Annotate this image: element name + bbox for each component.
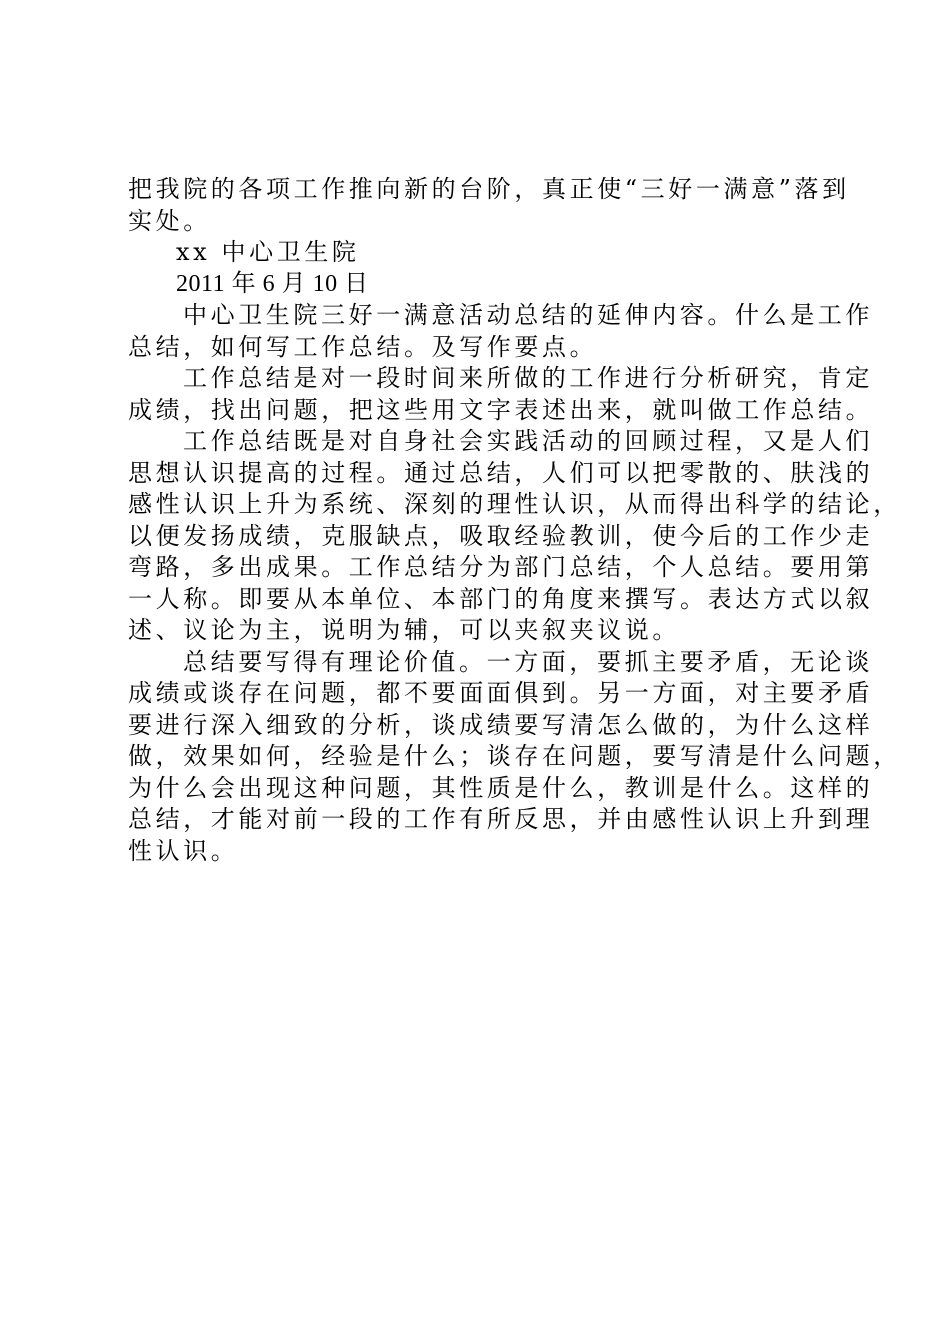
- signature-date: 2011 年 6 月 10 日: [176, 270, 369, 297]
- text-line: 为什么会出现这种问题，其性质是什么，教训是什么。这样的: [128, 773, 874, 802]
- text-line: 实处。: [128, 206, 211, 235]
- text-line: 要进行深入细致的分析，谈成绩要写清怎么做的，为什么这样: [128, 710, 874, 739]
- document-body: [128, 174, 901, 867]
- text-line: 成绩或谈存在问题，都不要面面俱到。另一方面，对主要矛盾: [128, 679, 874, 707]
- text-line: 做，效果如何，经验是什么；谈存在问题，要写清是什么问题，: [128, 742, 901, 770]
- text-line: 述、议论为主，说明为辅，可以夹叙夹议说。: [128, 616, 680, 644]
- text-line: 一人称。即要从本单位、本部门的角度来撰写。表达方式以叙: [128, 584, 874, 613]
- text-line: 感性认识上升为系统、深刻的理性认识，从而得出科学的结论，: [128, 490, 901, 518]
- text-line: 弯路，多出成果。工作总结分为部门总结，个人总结。要用第: [128, 553, 874, 581]
- text-line: 以便发扬成绩，克服缺点，吸取经验教训，使今后的工作少走: [128, 521, 874, 550]
- text-line: 总结，如何写工作总结。及写作要点。: [128, 332, 598, 361]
- paragraph-definition-line: 工作总结是对一段时间来所做的工作进行分析研究，肯定: [183, 364, 873, 392]
- text-line: 把我院的各项工作推向新的台阶，真正使“三好一满意”落到: [128, 175, 850, 203]
- signature-organization: xx 中心卫生院: [176, 238, 360, 266]
- paragraph-value-line: 总结要写得有理论价值。一方面，要抓主要矛盾，无论谈: [183, 647, 873, 676]
- text-line: 总结，才能对前一段的工作有所反思，并由感性认识上升到理: [128, 805, 874, 833]
- text-line: 性认识。: [128, 836, 239, 865]
- text-line: 成绩，找出问题，把这些用文字表述出来，就叫做工作总结。: [128, 395, 874, 424]
- paragraph-intro-line: 中心卫生院三好一满意活动总结的延伸内容。什么是工作: [183, 301, 873, 329]
- paragraph-purpose-line: 工作总结既是对自身社会实践活动的回顾过程，又是人们: [183, 427, 873, 455]
- text-line: 思想认识提高的过程。通过总结，人们可以把零散的、肤浅的: [128, 458, 874, 487]
